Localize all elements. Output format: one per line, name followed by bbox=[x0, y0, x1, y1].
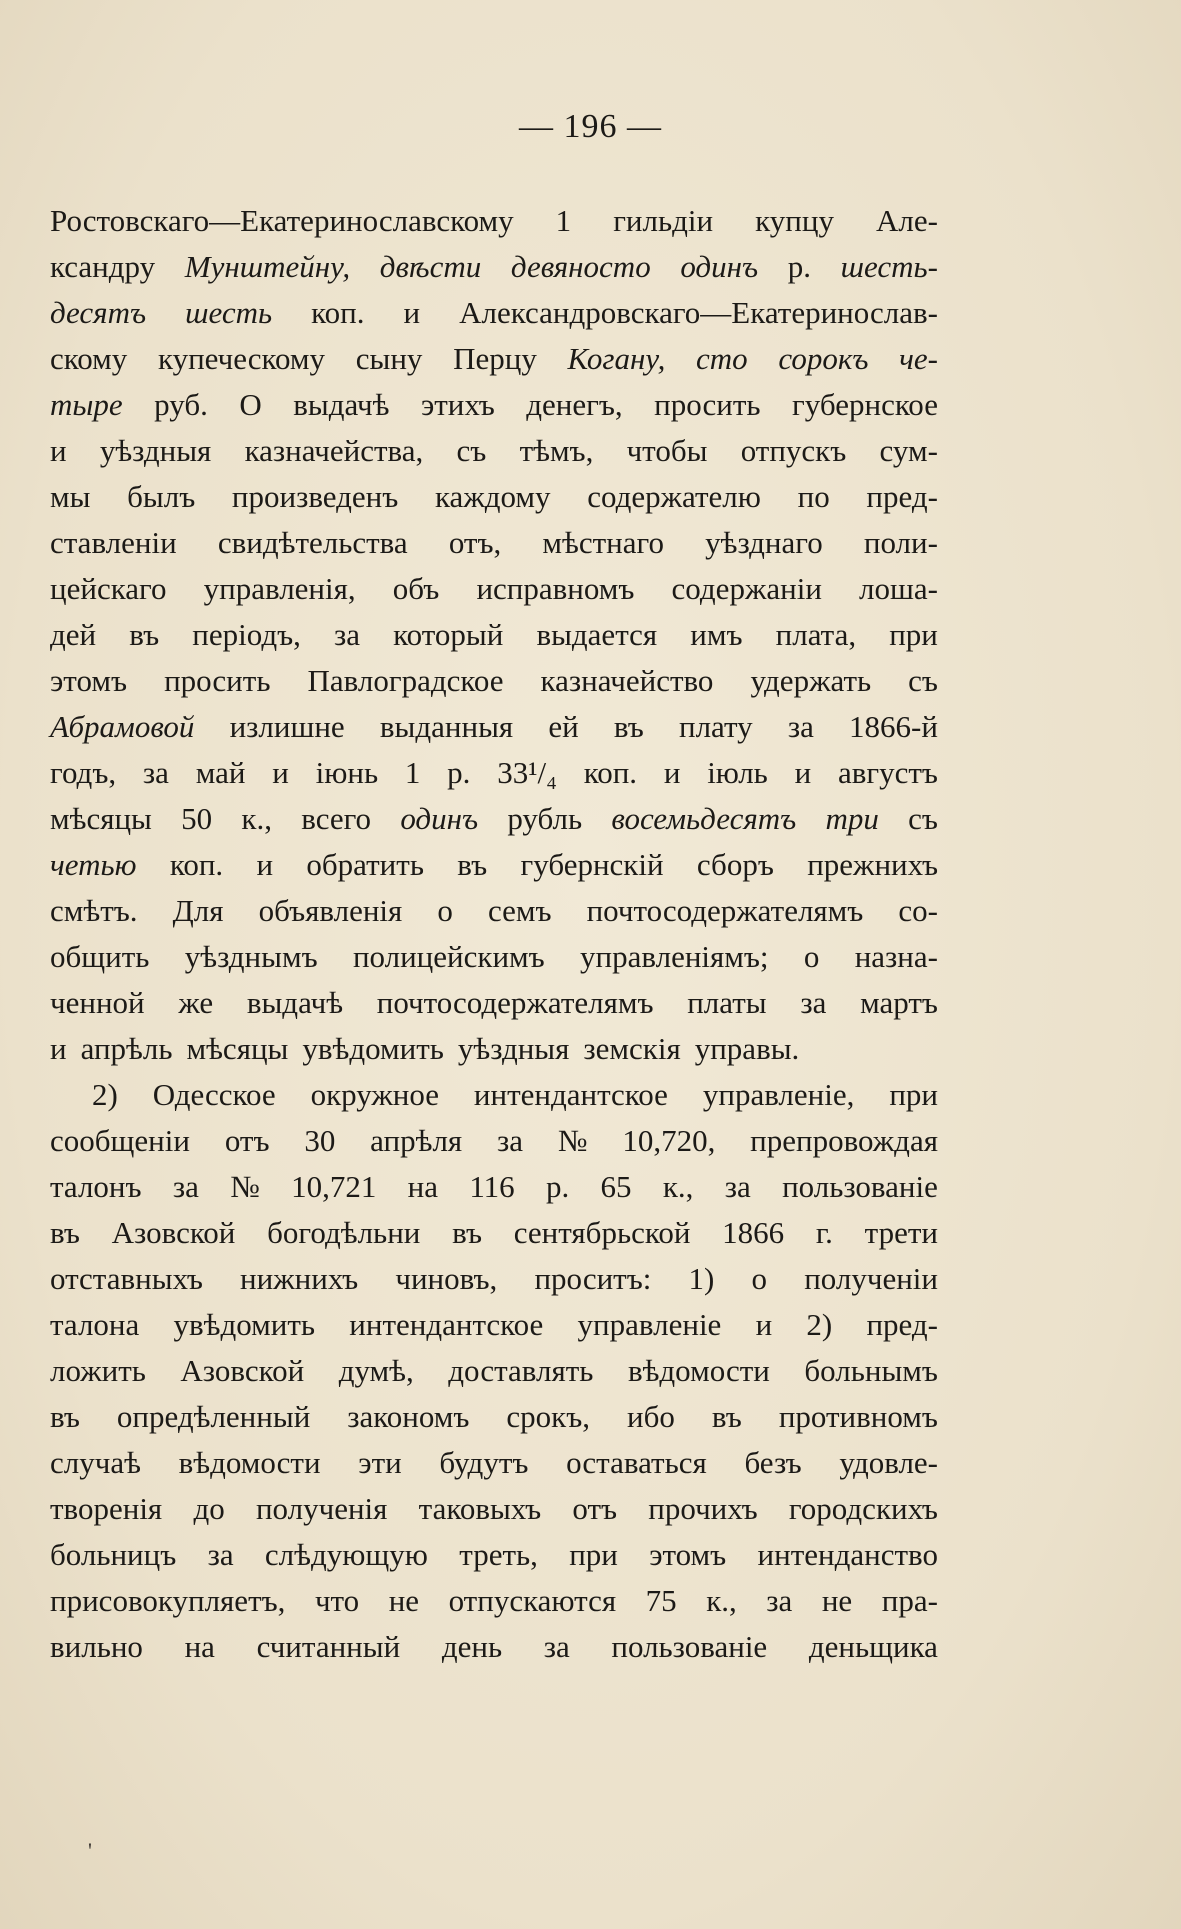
italic-word: сорокъ bbox=[778, 341, 869, 376]
word: отпускъ bbox=[740, 433, 847, 468]
word: и bbox=[50, 433, 67, 468]
text-line bbox=[50, 1026, 938, 1072]
word: іюль bbox=[707, 755, 768, 790]
word: к., bbox=[241, 801, 272, 836]
text-line bbox=[50, 1532, 938, 1578]
word: по bbox=[797, 479, 830, 514]
word: скому bbox=[50, 341, 128, 376]
word: Александровскаго—Екатеринослав- bbox=[459, 295, 938, 330]
word: противномъ bbox=[778, 1399, 938, 1434]
word: который bbox=[393, 617, 504, 652]
word: вѣдомости bbox=[627, 1353, 770, 1388]
word: 33¹/₄ bbox=[497, 755, 557, 790]
word: былъ bbox=[127, 479, 196, 514]
word: исправномъ bbox=[476, 571, 635, 606]
word: въ bbox=[50, 1215, 80, 1250]
word: губернскій bbox=[520, 847, 664, 882]
word: окружное bbox=[310, 1077, 439, 1112]
word: управленіе, bbox=[702, 1077, 855, 1112]
word: выдается bbox=[536, 617, 658, 652]
word: 10,721 bbox=[291, 1169, 377, 1204]
text-line bbox=[50, 244, 938, 290]
word: к., bbox=[706, 1583, 737, 1618]
word: со- bbox=[898, 893, 938, 928]
word: и bbox=[755, 1307, 773, 1342]
word: № bbox=[557, 1123, 588, 1158]
word: считанный bbox=[256, 1629, 401, 1664]
word: о bbox=[803, 939, 820, 974]
word: препровождая bbox=[750, 1123, 938, 1158]
italic-word: шесть bbox=[185, 295, 273, 330]
word: 30 bbox=[304, 1123, 336, 1158]
page-number: — 196 — bbox=[519, 108, 662, 145]
word: за bbox=[207, 1537, 234, 1572]
word: земскія bbox=[583, 1031, 681, 1066]
word: въ bbox=[50, 1399, 80, 1434]
body-text bbox=[50, 198, 938, 1670]
text-line bbox=[50, 1164, 938, 1210]
italic-word: Мунштейну, bbox=[184, 249, 351, 284]
word: 116 bbox=[469, 1169, 515, 1204]
word: о bbox=[437, 893, 453, 928]
word: при bbox=[569, 1537, 618, 1572]
word: выдачѣ bbox=[293, 387, 390, 422]
italic-word: три bbox=[825, 801, 879, 836]
word: сыну bbox=[355, 341, 423, 376]
word: пред- bbox=[866, 1307, 938, 1342]
word: уѣздныя bbox=[99, 433, 212, 468]
word: съ bbox=[908, 663, 938, 698]
word: апрѣль bbox=[80, 1031, 173, 1066]
word: и bbox=[256, 847, 274, 882]
word: руб. bbox=[154, 387, 208, 422]
word: деньщика bbox=[808, 1629, 938, 1664]
word: коп. bbox=[311, 295, 365, 330]
italic-word: девяносто bbox=[510, 249, 651, 284]
word: за bbox=[766, 1583, 793, 1618]
italic-word: тыре bbox=[50, 387, 123, 422]
italic-word: Когану, bbox=[567, 341, 666, 376]
word: излишне bbox=[229, 709, 345, 744]
word: о bbox=[751, 1261, 768, 1296]
word: управленія, bbox=[203, 571, 356, 606]
word: выданныя bbox=[379, 709, 514, 744]
word: обратить bbox=[306, 847, 424, 882]
word: мѣстнаго bbox=[542, 525, 664, 560]
text-line bbox=[50, 934, 938, 980]
word: удержать bbox=[750, 663, 872, 698]
text-line bbox=[50, 980, 938, 1026]
word: за bbox=[543, 1629, 570, 1664]
word: уѣздныя bbox=[457, 1031, 570, 1066]
word: Але- bbox=[876, 203, 938, 238]
text-line bbox=[50, 612, 938, 658]
word: ксандру bbox=[50, 249, 156, 284]
word: съ bbox=[456, 433, 487, 468]
word: мы bbox=[50, 479, 91, 514]
word: трети bbox=[864, 1215, 938, 1250]
word: ченной bbox=[50, 985, 145, 1020]
word: за bbox=[724, 1169, 751, 1204]
word: прежнихъ bbox=[807, 847, 938, 882]
word: № bbox=[230, 1169, 260, 1204]
text-line bbox=[50, 198, 938, 244]
italic-word: двѣсти bbox=[379, 249, 482, 284]
text-line bbox=[50, 428, 938, 474]
word: опредѣленный bbox=[116, 1399, 311, 1434]
word: мѣсяцы bbox=[186, 1031, 289, 1066]
word: апрѣля bbox=[370, 1123, 463, 1158]
word: семъ bbox=[487, 893, 552, 928]
word: проситъ: bbox=[534, 1261, 652, 1296]
word: отъ bbox=[224, 1123, 270, 1158]
word: 50 bbox=[181, 801, 213, 836]
word: поли- bbox=[863, 525, 938, 560]
word: талонъ bbox=[50, 1169, 142, 1204]
word: отставныхъ bbox=[50, 1261, 203, 1296]
word: Ростовскаго—Екатеринославскому bbox=[50, 203, 514, 238]
word: городскихъ bbox=[788, 1491, 938, 1526]
word: же bbox=[178, 985, 214, 1020]
word: полученіи bbox=[804, 1261, 938, 1296]
word: дей bbox=[50, 617, 97, 652]
word: за bbox=[497, 1123, 524, 1158]
word: Азовской bbox=[111, 1215, 236, 1250]
word: до bbox=[193, 1491, 225, 1526]
word: талона bbox=[50, 1307, 140, 1342]
word: прочихъ bbox=[648, 1491, 758, 1526]
word: каждому bbox=[434, 479, 551, 514]
word: августъ bbox=[837, 755, 938, 790]
word: сум- bbox=[879, 433, 938, 468]
word: назна- bbox=[854, 939, 938, 974]
text-line bbox=[50, 704, 938, 750]
word: въ bbox=[129, 617, 160, 652]
word: вѣдомости bbox=[178, 1445, 321, 1480]
word: казначейства, bbox=[244, 433, 424, 468]
word: пред- bbox=[866, 479, 938, 514]
word: лоша- bbox=[859, 571, 938, 606]
word: ибо bbox=[627, 1399, 675, 1434]
stray-mark: ' bbox=[88, 1838, 92, 1863]
word: 1 bbox=[404, 755, 421, 790]
word: выдачѣ bbox=[246, 985, 344, 1020]
word: Одесское bbox=[152, 1077, 276, 1112]
word: не bbox=[388, 1583, 420, 1618]
word: на bbox=[184, 1629, 215, 1664]
word: р. bbox=[545, 1169, 570, 1204]
word: думѣ, bbox=[338, 1353, 414, 1388]
text-line bbox=[50, 1578, 938, 1624]
word: объ bbox=[392, 571, 440, 606]
text-line bbox=[50, 474, 938, 520]
word: почтосодержателямъ bbox=[586, 893, 864, 928]
word: и bbox=[403, 295, 421, 330]
word: почтосодержателямъ bbox=[376, 985, 654, 1020]
word: купцу bbox=[755, 203, 834, 238]
word: 2) bbox=[92, 1077, 118, 1112]
word: и bbox=[794, 755, 812, 790]
word: треть, bbox=[459, 1537, 538, 1572]
text-line bbox=[50, 1486, 938, 1532]
word: въ bbox=[613, 709, 644, 744]
word: Перцу bbox=[453, 341, 537, 376]
word: на bbox=[407, 1169, 438, 1204]
word: срокъ, bbox=[506, 1399, 591, 1434]
word: купеческому bbox=[157, 341, 326, 376]
text-line bbox=[50, 566, 938, 612]
word: за bbox=[334, 617, 361, 652]
word: полицейскимъ bbox=[352, 939, 545, 974]
word: доставлять bbox=[448, 1353, 594, 1388]
word: 1866-й bbox=[849, 709, 938, 744]
italic-word: десятъ bbox=[50, 295, 147, 330]
word: творенія bbox=[50, 1491, 163, 1526]
word: таковыхъ bbox=[418, 1491, 542, 1526]
word: больницъ bbox=[50, 1537, 177, 1572]
word: за bbox=[800, 985, 827, 1020]
word: за bbox=[142, 755, 169, 790]
word: к., bbox=[662, 1169, 694, 1204]
word: удовле- bbox=[839, 1445, 938, 1480]
word: тѣмъ, bbox=[519, 433, 594, 468]
word: увѣдомить bbox=[173, 1307, 316, 1342]
word: интенданство bbox=[757, 1537, 938, 1572]
word: р. bbox=[787, 249, 811, 284]
word: при bbox=[889, 617, 938, 652]
word: періодъ, bbox=[192, 617, 301, 652]
word: управленіе bbox=[577, 1307, 722, 1342]
italic-word: сто bbox=[696, 341, 748, 376]
italic-word: восемьдесятъ bbox=[611, 801, 797, 836]
word: этомъ bbox=[50, 663, 128, 698]
word: нижнихъ bbox=[240, 1261, 359, 1296]
word: р. bbox=[447, 755, 471, 790]
word: сборъ bbox=[696, 847, 774, 882]
word: и bbox=[272, 755, 289, 790]
word: пра- bbox=[881, 1583, 938, 1618]
word: Азовской bbox=[180, 1353, 305, 1388]
word: безъ bbox=[744, 1445, 802, 1480]
text-line bbox=[50, 382, 938, 428]
word: отъ bbox=[572, 1491, 618, 1526]
word: годъ, bbox=[50, 755, 117, 790]
word: сообщеніи bbox=[50, 1123, 190, 1158]
italic-word: одинъ bbox=[680, 249, 759, 284]
word: управленіямъ; bbox=[580, 939, 769, 974]
word: отпускаются bbox=[448, 1583, 617, 1618]
word: при bbox=[889, 1077, 938, 1112]
word: полученія bbox=[255, 1491, 388, 1526]
word: день bbox=[441, 1629, 503, 1664]
text-line bbox=[50, 1624, 938, 1670]
word: 1) bbox=[688, 1261, 715, 1296]
word: пользованіе bbox=[782, 1169, 938, 1204]
text-line bbox=[50, 290, 938, 336]
word: просить bbox=[164, 663, 271, 698]
italic-word: че- bbox=[899, 341, 938, 376]
word: больнымъ bbox=[804, 1353, 938, 1388]
text-line bbox=[50, 1072, 938, 1118]
word: Павлоградское bbox=[307, 663, 504, 698]
word: пользованіе bbox=[611, 1629, 768, 1664]
text-line bbox=[50, 888, 938, 934]
word: слѣдующую bbox=[264, 1537, 428, 1572]
word: отъ, bbox=[448, 525, 502, 560]
word: губернское bbox=[792, 387, 938, 422]
word: увѣдомить bbox=[302, 1031, 444, 1066]
word: плата, bbox=[775, 617, 857, 652]
word: рубль bbox=[507, 801, 583, 836]
word: эти bbox=[358, 1445, 402, 1480]
italic-word: шесть- bbox=[840, 249, 938, 284]
word: этихъ bbox=[420, 387, 495, 422]
word: май bbox=[195, 755, 246, 790]
word: въ bbox=[711, 1399, 742, 1434]
word: будутъ bbox=[439, 1445, 529, 1480]
word: всего bbox=[301, 801, 372, 836]
word: г. bbox=[815, 1215, 833, 1250]
word: чиновъ, bbox=[395, 1261, 498, 1296]
text-line bbox=[50, 1440, 938, 1486]
text-line bbox=[50, 1256, 938, 1302]
word: за bbox=[787, 709, 814, 744]
word: просить bbox=[654, 387, 761, 422]
word: управы. bbox=[694, 1031, 800, 1066]
word: содержаніи bbox=[671, 571, 822, 606]
word: и bbox=[663, 755, 681, 790]
word: общить bbox=[50, 939, 150, 974]
word: смѣтъ. bbox=[50, 893, 138, 928]
word: имъ bbox=[690, 617, 743, 652]
word: уѣзднаго bbox=[705, 525, 823, 560]
word: ей bbox=[548, 709, 579, 744]
word: 75 bbox=[645, 1583, 677, 1618]
word: въ bbox=[457, 847, 488, 882]
word: коп. bbox=[583, 755, 638, 790]
text-line bbox=[50, 1210, 938, 1256]
word: ложить bbox=[50, 1353, 146, 1388]
word: Для bbox=[172, 893, 224, 928]
word: случаѣ bbox=[50, 1445, 141, 1480]
italic-word: одинъ bbox=[400, 801, 479, 836]
word: іюнь bbox=[315, 755, 379, 790]
word: сентябрьской bbox=[513, 1215, 691, 1250]
word: мартъ bbox=[860, 985, 938, 1020]
word: оставаться bbox=[566, 1445, 707, 1480]
text-line bbox=[50, 1394, 938, 1440]
word: что bbox=[314, 1583, 360, 1618]
text-line bbox=[50, 658, 938, 704]
word: ставленіи bbox=[50, 525, 177, 560]
word: 1 bbox=[555, 203, 572, 238]
word: платы bbox=[687, 985, 767, 1020]
word: 2) bbox=[806, 1307, 833, 1342]
word: казначейство bbox=[540, 663, 714, 698]
word: 65 bbox=[600, 1169, 632, 1204]
word: не bbox=[821, 1583, 853, 1618]
word: закономъ bbox=[347, 1399, 470, 1434]
word: объявленія bbox=[258, 893, 403, 928]
text-line bbox=[50, 750, 938, 796]
italic-word: Абрамовой bbox=[50, 709, 195, 744]
word: съ bbox=[908, 801, 938, 836]
word: этомъ bbox=[649, 1537, 727, 1572]
italic-word: четью bbox=[50, 847, 137, 882]
word: интендантское bbox=[473, 1077, 668, 1112]
word: 1866 bbox=[722, 1215, 785, 1250]
text-line bbox=[50, 1118, 938, 1164]
word: чтобы bbox=[626, 433, 708, 468]
text-line bbox=[50, 842, 938, 888]
word: интендантское bbox=[349, 1307, 544, 1342]
word: въ bbox=[452, 1215, 483, 1250]
word: коп. bbox=[169, 847, 224, 882]
word: мѣсяцы bbox=[50, 801, 152, 836]
word: за bbox=[172, 1169, 199, 1204]
word: содержателю bbox=[587, 479, 761, 514]
word: О bbox=[239, 387, 262, 422]
text-line bbox=[50, 1302, 938, 1348]
word: плату bbox=[678, 709, 753, 744]
word: и bbox=[50, 1031, 67, 1066]
text-line bbox=[50, 336, 938, 382]
word: присовокупляетъ, bbox=[50, 1583, 286, 1618]
word: гильдіи bbox=[613, 203, 714, 238]
word: вильно bbox=[50, 1629, 143, 1664]
text-line bbox=[50, 1348, 938, 1394]
word: 10,720, bbox=[622, 1123, 716, 1158]
word: уѣзднымъ bbox=[184, 939, 318, 974]
text-line bbox=[50, 796, 938, 842]
word: богодѣльни bbox=[267, 1215, 421, 1250]
text-line bbox=[50, 520, 938, 566]
word: денегъ, bbox=[526, 387, 623, 422]
word: произведенъ bbox=[231, 479, 399, 514]
word: цейскаго bbox=[50, 571, 167, 606]
word: свидѣтельства bbox=[217, 525, 408, 560]
